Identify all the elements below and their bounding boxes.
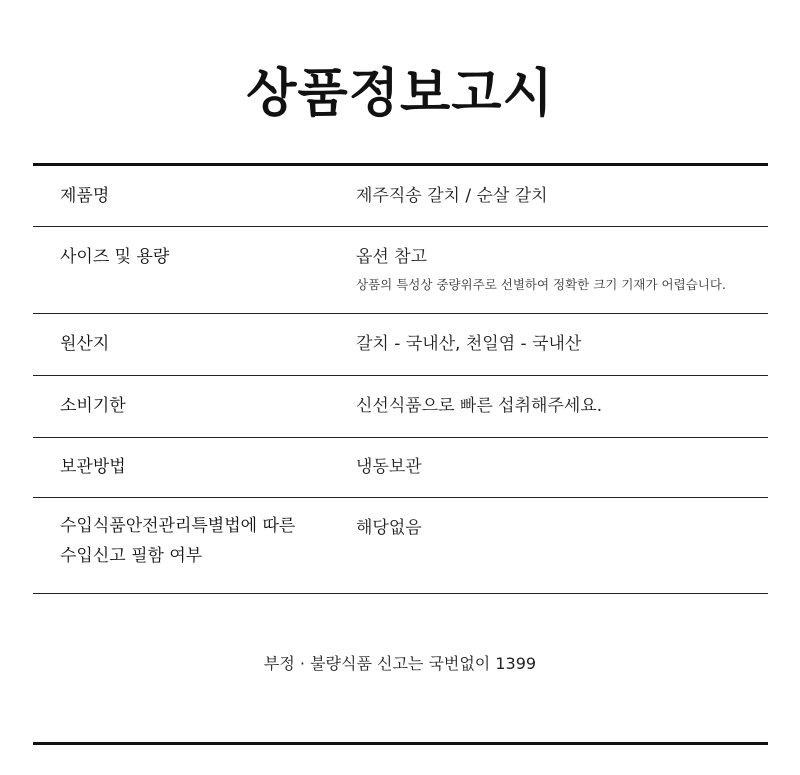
row-label-line1: 수입식품안전관리특별법에 따른	[60, 516, 296, 536]
row-label: 소비기한	[60, 396, 126, 416]
table-row-origin	[33, 314, 768, 376]
table-row-import-declaration	[33, 498, 768, 594]
row-label: 원산지	[60, 334, 110, 354]
row-note: 상품의 특성상 중량위주로 선별하여 정확한 크기 기재가 어렵습니다.	[356, 277, 726, 292]
row-value: 냉동보관	[356, 457, 422, 477]
row-label: 제품명	[60, 186, 110, 206]
report-hotline-note: 부정 · 불량식품 신고는 국번없이 1399	[263, 654, 537, 673]
row-label-line2: 수입신고 필함 여부	[60, 546, 203, 566]
table-row-size	[33, 227, 768, 314]
row-label: 사이즈 및 용량	[60, 247, 170, 267]
table-row-storage	[33, 438, 768, 498]
row-value: 갈치 - 국내산, 천일염 - 국내산	[356, 334, 582, 354]
page-title: 상품정보고시	[246, 64, 554, 124]
row-label: 보관방법	[60, 457, 126, 477]
table-row-product-name	[33, 166, 768, 227]
row-value: 옵션 참고	[356, 247, 428, 267]
table-row-expiry	[33, 376, 768, 438]
product-info-table	[33, 166, 768, 594]
row-value: 제주직송 갈치 / 순살 갈치	[356, 186, 548, 206]
row-value: 해당없음	[356, 518, 422, 538]
bottom-divider	[33, 742, 768, 745]
row-value: 신선식품으로 빠른 섭취해주세요.	[356, 396, 603, 416]
